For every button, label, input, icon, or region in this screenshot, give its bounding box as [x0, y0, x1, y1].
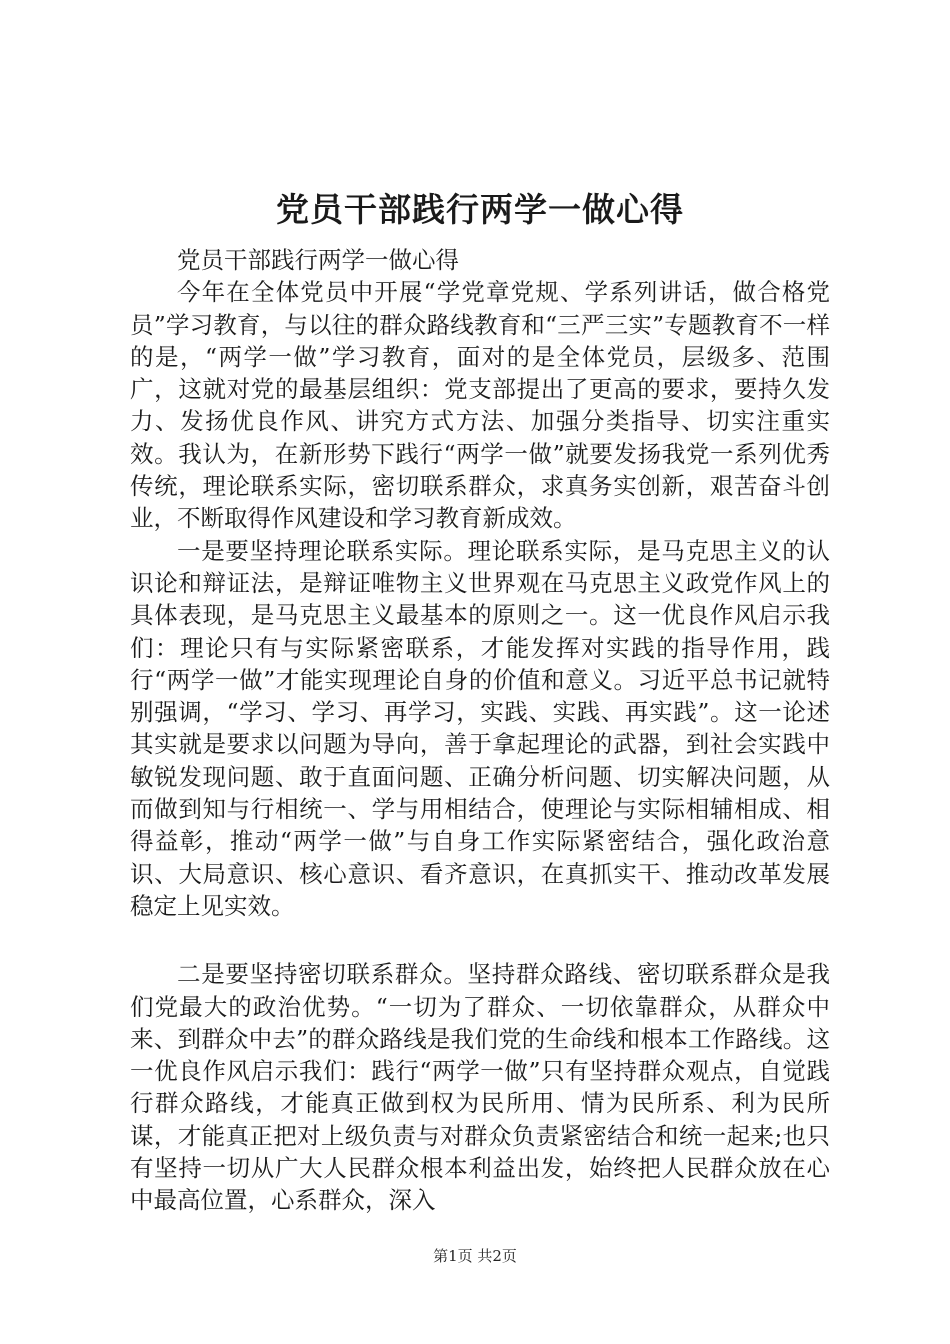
page-number-footer: 第1页 共2页	[433, 1247, 517, 1265]
document-title: 党员干部践行两学一做心得	[276, 190, 684, 229]
document-page	[130, 182, 830, 1217]
point-two-paragraph: 二是要坚持密切联系群众。坚持群众路线、密切联系群众是我们党最大的政治优势。“一切为了群众、一切依靠群众，从群众中来、到群众中去”的群众路线是我们党的生命线和根本工作路线。这一优良作风启示我们：践行“两学一做”只有坚持群众观点，自觉践行群众路线，才能真正做到权为民所用、情为民所系、利为民所谋，才能真正把对上级负责与对群众负责紧密结合和统一起来;也只有坚持一切从广大人民群众根本利益出发，始终把人民群众放在心中最高位置，心系群众，深入	[130, 960, 830, 1215]
subtitle-paragraph: 党员干部践行两学一做心得	[177, 246, 459, 274]
point-one-paragraph: 一是要坚持理论联系实际。理论联系实际，是马克思主义的认识论和辩证法，是辩证唯物主义世界观在马克思主义政党作风上的具体表现，是马克思主义最基本的原则之一。这一优良作风启示我们：理论只有与实际紧密联系，才能发挥对实践的指导作用，践行“两学一做”才能实现理论自身的价值和意义。习近平总书记就特别强调，“学习、学习、再学习，实践、实践、再实践”。这一论述其实就是要求以问题为导向，善于拿起理论的武器，到社会实践中敏锐发现问题、敢于直面问题、正确分析问题、切实解决问题，从而做到知与行相统一、学与用相结合，使理论与实际相辅相成、相得益彰，推动“两学一做”与自身工作实际紧密结合，强化政治意识、大局意识、核心意识、看齐意识，在真抓实干、推动改革发展稳定上见实效。	[130, 536, 830, 920]
intro-paragraph: 今年在全体党员中开展“学党章党规、学系列讲话，做合格党员”学习教育，与以往的群众路线教育和“三严三实”专题教育不一样的是，“两学一做”学习教育，面对的是全体党员，层级多、范围广，这就对党的最基层组织：党支部提出了更高的要求，要持久发力、发扬优良作风、讲究方式方法、加强分类指导、切实注重实效。我认为，在新形势下践行“两学一做”就要发扬我党一系列优秀传统，理论联系实际，密切联系群众，求真务实创新，艰苦奋斗创业，不断取得作风建设和学习教育新成效。	[130, 278, 830, 533]
paragraph-gap	[130, 922, 830, 958]
